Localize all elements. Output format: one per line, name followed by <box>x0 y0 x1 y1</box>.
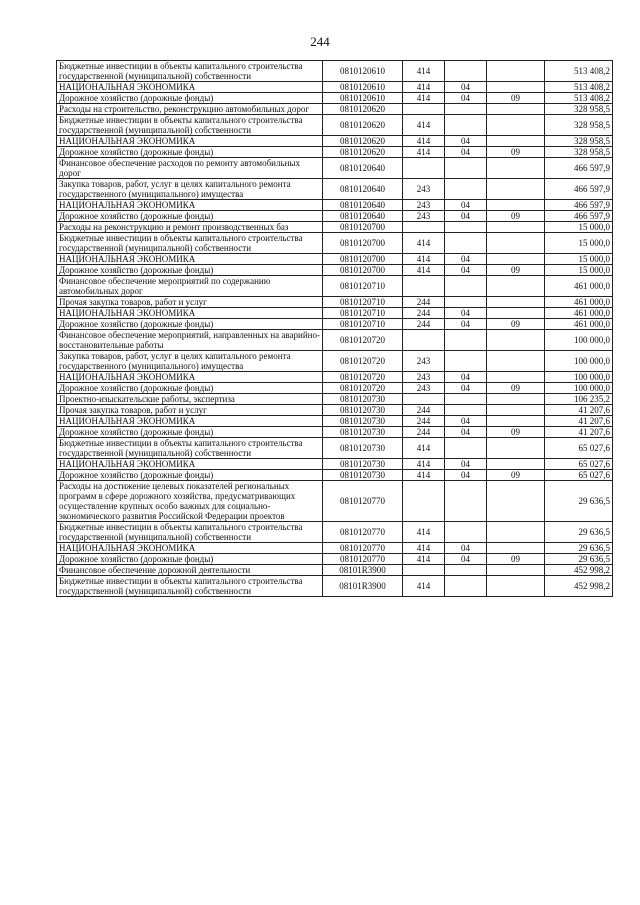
expense-type-cell: 243 <box>403 383 445 394</box>
table-row <box>57 481 613 522</box>
expense-type-cell <box>403 565 445 576</box>
target-article-cell: 0810120710 <box>323 297 403 308</box>
subsection-cell: 09 <box>487 265 545 276</box>
expense-type-cell: 414 <box>403 470 445 481</box>
table-row <box>57 276 613 297</box>
expense-type-cell: 414 <box>403 543 445 554</box>
section-cell: 04 <box>445 372 487 383</box>
budget-table <box>56 60 613 597</box>
amount-cell: 100 000,0 <box>545 330 613 351</box>
target-article-cell: 0810120770 <box>323 554 403 565</box>
target-article-cell: 0810120620 <box>323 115 403 136</box>
section-cell <box>445 104 487 115</box>
table-row <box>57 297 613 308</box>
amount-cell: 466 597,9 <box>545 179 613 200</box>
target-article-cell: 0810120700 <box>323 222 403 233</box>
item-name-cell: Дорожное хозяйство (дорожные фонды) <box>57 265 323 276</box>
item-name-cell: Дорожное хозяйство (дорожные фонды) <box>57 147 323 158</box>
expense-type-cell: 243 <box>403 211 445 222</box>
item-name-cell: Бюджетные инвестиции в объекты капитального строительства государственной (муниципальной) собственности <box>57 61 323 82</box>
target-article-cell: 0810120610 <box>323 61 403 82</box>
subsection-cell <box>487 576 545 597</box>
item-name-cell: Бюджетные инвестиции в объекты капитального строительства государственной (муниципальной) собственности <box>57 438 323 459</box>
target-article-cell: 0810120710 <box>323 276 403 297</box>
amount-cell: 41 207,6 <box>545 405 613 416</box>
table-row <box>57 200 613 211</box>
section-cell <box>445 276 487 297</box>
subsection-cell <box>487 394 545 405</box>
target-article-cell: 0810120710 <box>323 319 403 330</box>
amount-cell: 29 636,5 <box>545 543 613 554</box>
subsection-cell: 09 <box>487 147 545 158</box>
subsection-cell <box>487 481 545 522</box>
amount-cell: 513 408,2 <box>545 61 613 82</box>
amount-cell: 65 027,6 <box>545 459 613 470</box>
table-row <box>57 351 613 372</box>
table-row <box>57 104 613 115</box>
item-name-cell: Финансовое обеспечение мероприятий по содержанию автомобильных дорог <box>57 276 323 297</box>
target-article-cell: 0810120610 <box>323 82 403 93</box>
amount-cell: 513 408,2 <box>545 93 613 104</box>
amount-cell: 100 000,0 <box>545 383 613 394</box>
amount-cell: 106 235,2 <box>545 394 613 405</box>
expense-type-cell: 243 <box>403 351 445 372</box>
section-cell: 04 <box>445 470 487 481</box>
section-cell: 04 <box>445 427 487 438</box>
expense-type-cell <box>403 222 445 233</box>
item-name-cell: Бюджетные инвестиции в объекты капитального строительства государственной (муниципальной) собственности <box>57 115 323 136</box>
target-article-cell: 0810120620 <box>323 147 403 158</box>
target-article-cell: 0810120640 <box>323 158 403 179</box>
subsection-cell <box>487 351 545 372</box>
target-article-cell: 0810120730 <box>323 438 403 459</box>
target-article-cell: 0810120710 <box>323 308 403 319</box>
item-name-cell: Дорожное хозяйство (дорожные фонды) <box>57 211 323 222</box>
item-name-cell: Дорожное хозяйство (дорожные фонды) <box>57 554 323 565</box>
budget-table-body <box>57 61 613 597</box>
section-cell: 04 <box>445 308 487 319</box>
amount-cell: 466 597,9 <box>545 200 613 211</box>
expense-type-cell <box>403 158 445 179</box>
target-article-cell: 0810120700 <box>323 265 403 276</box>
item-name-cell: Дорожное хозяйство (дорожные фонды) <box>57 470 323 481</box>
expense-type-cell: 243 <box>403 372 445 383</box>
item-name-cell: Финансовое обеспечение мероприятий, направленных на аварийно-восстановительные работы <box>57 330 323 351</box>
item-name-cell: Закупка товаров, работ, услуг в целях капитального ремонта государственного (муниципального) имущества <box>57 351 323 372</box>
item-name-cell: Дорожное хозяйство (дорожные фонды) <box>57 427 323 438</box>
expense-type-cell: 243 <box>403 200 445 211</box>
section-cell: 04 <box>445 254 487 265</box>
item-name-cell: НАЦИОНАЛЬНАЯ ЭКОНОМИКА <box>57 459 323 470</box>
item-name-cell: Бюджетные инвестиции в объекты капитального строительства государственной (муниципальной) собственности <box>57 233 323 254</box>
table-row <box>57 115 613 136</box>
expense-type-cell: 244 <box>403 405 445 416</box>
table-row <box>57 308 613 319</box>
expense-type-cell: 414 <box>403 265 445 276</box>
subsection-cell <box>487 82 545 93</box>
subsection-cell <box>487 438 545 459</box>
subsection-cell <box>487 222 545 233</box>
amount-cell: 65 027,6 <box>545 470 613 481</box>
subsection-cell <box>487 115 545 136</box>
amount-cell: 41 207,6 <box>545 416 613 427</box>
subsection-cell <box>487 158 545 179</box>
subsection-cell <box>487 416 545 427</box>
amount-cell: 328 958,5 <box>545 115 613 136</box>
target-article-cell: 0810120730 <box>323 405 403 416</box>
amount-cell: 452 998,2 <box>545 565 613 576</box>
amount-cell: 513 408,2 <box>545 82 613 93</box>
item-name-cell: НАЦИОНАЛЬНАЯ ЭКОНОМИКА <box>57 416 323 427</box>
item-name-cell: НАЦИОНАЛЬНАЯ ЭКОНОМИКА <box>57 308 323 319</box>
section-cell <box>445 222 487 233</box>
item-name-cell: Дорожное хозяйство (дорожные фонды) <box>57 319 323 330</box>
amount-cell: 328 958,5 <box>545 136 613 147</box>
table-row <box>57 383 613 394</box>
target-article-cell: 0810120700 <box>323 254 403 265</box>
table-row <box>57 554 613 565</box>
expense-type-cell: 414 <box>403 554 445 565</box>
amount-cell: 461 000,0 <box>545 276 613 297</box>
section-cell: 04 <box>445 459 487 470</box>
target-article-cell: 0810120730 <box>323 470 403 481</box>
section-cell <box>445 297 487 308</box>
section-cell: 04 <box>445 211 487 222</box>
table-row <box>57 93 613 104</box>
subsection-cell <box>487 372 545 383</box>
subsection-cell: 09 <box>487 211 545 222</box>
item-name-cell: Расходы на достижение целевых показателей региональных программ в сфере дорожного хозяйства, предусматривающих осуществление крупных особо важных для социально-экономического развития Российской Федерации проектов <box>57 481 323 522</box>
table-row <box>57 470 613 481</box>
page-number: 244 <box>310 34 330 49</box>
subsection-cell <box>487 200 545 211</box>
amount-cell: 29 636,5 <box>545 481 613 522</box>
table-row <box>57 233 613 254</box>
section-cell <box>445 61 487 82</box>
expense-type-cell: 244 <box>403 416 445 427</box>
subsection-cell: 09 <box>487 319 545 330</box>
target-article-cell: 0810120720 <box>323 351 403 372</box>
section-cell <box>445 233 487 254</box>
section-cell <box>445 394 487 405</box>
item-name-cell: Дорожное хозяйство (дорожные фонды) <box>57 93 323 104</box>
expense-type-cell <box>403 394 445 405</box>
amount-cell: 41 207,6 <box>545 427 613 438</box>
section-cell <box>445 179 487 200</box>
table-row <box>57 82 613 93</box>
expense-type-cell <box>403 276 445 297</box>
subsection-cell <box>487 308 545 319</box>
table-row <box>57 61 613 82</box>
subsection-cell <box>487 254 545 265</box>
section-cell: 04 <box>445 147 487 158</box>
section-cell <box>445 158 487 179</box>
expense-type-cell: 414 <box>403 136 445 147</box>
item-name-cell: НАЦИОНАЛЬНАЯ ЭКОНОМИКА <box>57 254 323 265</box>
section-cell: 04 <box>445 543 487 554</box>
amount-cell: 466 597,9 <box>545 158 613 179</box>
item-name-cell: Расходы на строительство, реконструкцию автомобильных дорог <box>57 104 323 115</box>
amount-cell: 328 958,5 <box>545 104 613 115</box>
target-article-cell: 0810120640 <box>323 179 403 200</box>
target-article-cell: 0810120770 <box>323 543 403 554</box>
item-name-cell: Финансовое обеспечение расходов по ремонту автомобильных дорог <box>57 158 323 179</box>
expense-type-cell: 414 <box>403 438 445 459</box>
section-cell <box>445 438 487 459</box>
section-cell: 04 <box>445 93 487 104</box>
section-cell: 04 <box>445 554 487 565</box>
table-row <box>57 147 613 158</box>
target-article-cell: 08101R3900 <box>323 565 403 576</box>
target-article-cell: 0810120720 <box>323 372 403 383</box>
target-article-cell: 0810120720 <box>323 383 403 394</box>
table-row <box>57 265 613 276</box>
table-row <box>57 543 613 554</box>
table-row <box>57 438 613 459</box>
table-row <box>57 565 613 576</box>
table-row <box>57 522 613 543</box>
item-name-cell: Бюджетные инвестиции в объекты капитального строительства государственной (муниципальной) собственности <box>57 522 323 543</box>
table-row <box>57 330 613 351</box>
item-name-cell: НАЦИОНАЛЬНАЯ ЭКОНОМИКА <box>57 136 323 147</box>
expense-type-cell: 414 <box>403 61 445 82</box>
item-name-cell: Закупка товаров, работ, услуг в целях капитального ремонта государственного (муниципального) имущества <box>57 179 323 200</box>
section-cell: 04 <box>445 136 487 147</box>
target-article-cell: 0810120730 <box>323 427 403 438</box>
section-cell <box>445 351 487 372</box>
subsection-cell <box>487 330 545 351</box>
amount-cell: 15 000,0 <box>545 233 613 254</box>
table-row <box>57 136 613 147</box>
table-row <box>57 254 613 265</box>
table-row <box>57 576 613 597</box>
expense-type-cell: 414 <box>403 459 445 470</box>
target-article-cell: 0810120620 <box>323 136 403 147</box>
expense-type-cell: 243 <box>403 179 445 200</box>
table-row <box>57 416 613 427</box>
table-row <box>57 372 613 383</box>
table-row <box>57 222 613 233</box>
expense-type-cell: 414 <box>403 522 445 543</box>
amount-cell: 466 597,9 <box>545 211 613 222</box>
item-name-cell: НАЦИОНАЛЬНАЯ ЭКОНОМИКА <box>57 372 323 383</box>
amount-cell: 100 000,0 <box>545 351 613 372</box>
subsection-cell <box>487 522 545 543</box>
subsection-cell: 09 <box>487 554 545 565</box>
expense-type-cell <box>403 330 445 351</box>
target-article-cell: 0810120610 <box>323 93 403 104</box>
subsection-cell <box>487 61 545 82</box>
target-article-cell: 0810120730 <box>323 416 403 427</box>
subsection-cell <box>487 136 545 147</box>
item-name-cell: Проектно-изыскательские работы, экспертиза <box>57 394 323 405</box>
target-article-cell: 08101R3900 <box>323 576 403 597</box>
table-row <box>57 211 613 222</box>
subsection-cell <box>487 276 545 297</box>
section-cell <box>445 330 487 351</box>
target-article-cell: 0810120700 <box>323 233 403 254</box>
amount-cell: 29 636,5 <box>545 554 613 565</box>
table-row <box>57 179 613 200</box>
target-article-cell: 0810120730 <box>323 394 403 405</box>
item-name-cell: Финансовое обеспечение дорожной деятельности <box>57 565 323 576</box>
item-name-cell: Бюджетные инвестиции в объекты капитального строительства государственной (муниципальной) собственности <box>57 576 323 597</box>
target-article-cell: 0810120770 <box>323 481 403 522</box>
section-cell <box>445 576 487 597</box>
target-article-cell: 0810120730 <box>323 459 403 470</box>
expense-type-cell: 414 <box>403 93 445 104</box>
section-cell <box>445 115 487 136</box>
expense-type-cell: 244 <box>403 297 445 308</box>
target-article-cell: 0810120640 <box>323 211 403 222</box>
table-row <box>57 459 613 470</box>
table-row <box>57 158 613 179</box>
expense-type-cell: 414 <box>403 147 445 158</box>
section-cell: 04 <box>445 416 487 427</box>
subsection-cell <box>487 297 545 308</box>
table-row <box>57 405 613 416</box>
item-name-cell: Дорожное хозяйство (дорожные фонды) <box>57 383 323 394</box>
subsection-cell <box>487 233 545 254</box>
subsection-cell <box>487 543 545 554</box>
subsection-cell <box>487 565 545 576</box>
table-row <box>57 394 613 405</box>
item-name-cell: Расходы на реконструкцию и ремонт производственных баз <box>57 222 323 233</box>
expense-type-cell <box>403 104 445 115</box>
expense-type-cell <box>403 481 445 522</box>
section-cell <box>445 565 487 576</box>
section-cell <box>445 522 487 543</box>
amount-cell: 328 958,5 <box>545 147 613 158</box>
section-cell: 04 <box>445 383 487 394</box>
section-cell: 04 <box>445 82 487 93</box>
item-name-cell: Прочая закупка товаров, работ и услуг <box>57 405 323 416</box>
target-article-cell: 0810120770 <box>323 522 403 543</box>
amount-cell: 15 000,0 <box>545 254 613 265</box>
subsection-cell: 09 <box>487 427 545 438</box>
expense-type-cell: 414 <box>403 576 445 597</box>
section-cell: 04 <box>445 200 487 211</box>
table-row <box>57 319 613 330</box>
amount-cell: 65 027,6 <box>545 438 613 459</box>
item-name-cell: НАЦИОНАЛЬНАЯ ЭКОНОМИКА <box>57 200 323 211</box>
subsection-cell <box>487 459 545 470</box>
expense-type-cell: 414 <box>403 115 445 136</box>
subsection-cell <box>487 405 545 416</box>
amount-cell: 461 000,0 <box>545 308 613 319</box>
item-name-cell: НАЦИОНАЛЬНАЯ ЭКОНОМИКА <box>57 82 323 93</box>
expense-type-cell: 244 <box>403 319 445 330</box>
amount-cell: 15 000,0 <box>545 222 613 233</box>
subsection-cell <box>487 179 545 200</box>
section-cell: 04 <box>445 319 487 330</box>
expense-type-cell: 414 <box>403 233 445 254</box>
target-article-cell: 0810120620 <box>323 104 403 115</box>
item-name-cell: НАЦИОНАЛЬНАЯ ЭКОНОМИКА <box>57 543 323 554</box>
target-article-cell: 0810120720 <box>323 330 403 351</box>
subsection-cell: 09 <box>487 470 545 481</box>
amount-cell: 100 000,0 <box>545 372 613 383</box>
subsection-cell: 09 <box>487 383 545 394</box>
expense-type-cell: 414 <box>403 82 445 93</box>
expense-type-cell: 414 <box>403 254 445 265</box>
expense-type-cell: 244 <box>403 427 445 438</box>
subsection-cell: 09 <box>487 93 545 104</box>
section-cell <box>445 481 487 522</box>
amount-cell: 29 636,5 <box>545 522 613 543</box>
amount-cell: 15 000,0 <box>545 265 613 276</box>
target-article-cell: 0810120640 <box>323 200 403 211</box>
amount-cell: 461 000,0 <box>545 297 613 308</box>
amount-cell: 452 998,2 <box>545 576 613 597</box>
section-cell: 04 <box>445 265 487 276</box>
section-cell <box>445 405 487 416</box>
table-row <box>57 427 613 438</box>
subsection-cell <box>487 104 545 115</box>
expense-type-cell: 244 <box>403 308 445 319</box>
item-name-cell: Прочая закупка товаров, работ и услуг <box>57 297 323 308</box>
amount-cell: 461 000,0 <box>545 319 613 330</box>
